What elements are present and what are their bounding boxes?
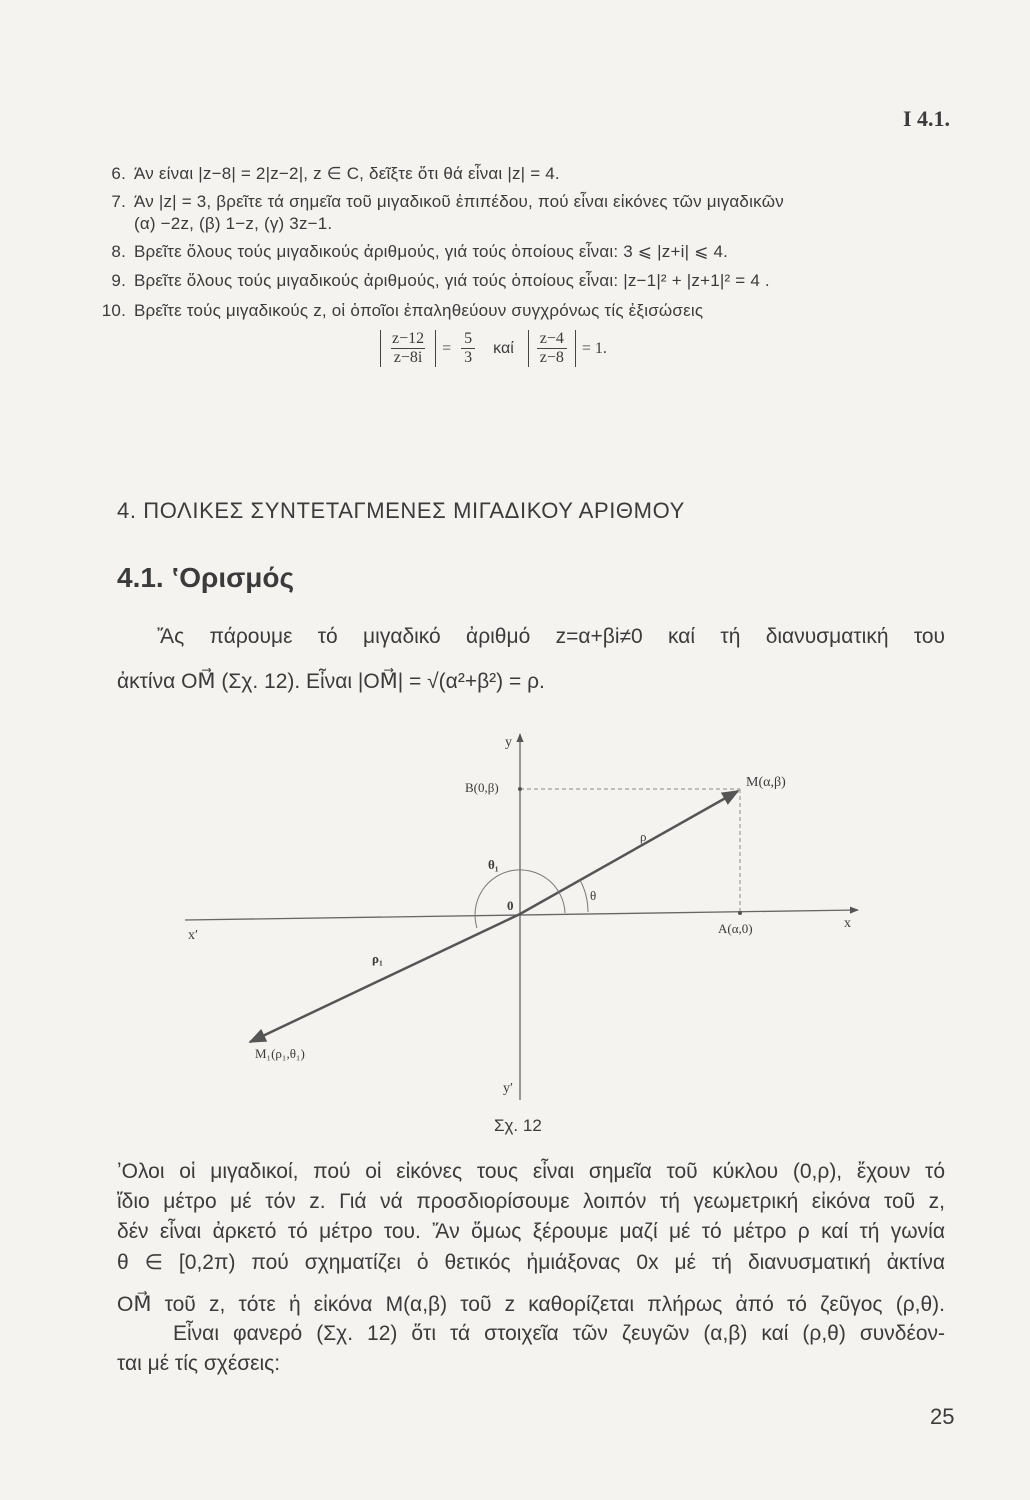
x-axis (185, 910, 858, 920)
exercise-7 (100, 192, 784, 212)
exercise-text: Βρεῖτε ὅλους τούς μιγαδικούς ἀριθμούς, γιά τούς ὁποίους εἶναι: |z−1|² + |z+1|² = 4 . (134, 271, 770, 290)
abs-value-1 (380, 330, 436, 367)
exercise-9 (100, 271, 770, 291)
exercise-text: Άν |z| = 3, βρεῖτε τά σημεῖα τοῦ μιγαδικοῦ ἐπιπέδου, πού εἶναι εἰκόνες τῶν μιγαδικῶν (134, 192, 784, 211)
label-a: A(α,0) (718, 921, 753, 936)
numerator: 5 (464, 330, 473, 347)
denominator: z−8i (391, 348, 426, 367)
label-m1: M₁(ρ₁,θ₁) (255, 1046, 305, 1061)
label-origin: 0 (507, 898, 514, 913)
label-x: x (844, 916, 851, 931)
figure-caption: Σχ. 12 (494, 1116, 542, 1135)
exercise-number: 9. (111, 271, 126, 290)
label-theta: θ (590, 888, 597, 903)
label-rho1: ρ₁ (372, 951, 383, 966)
intro-line: Ἄς πάρουμε τό μιγαδικό ἀριθμό z=α+βi≠0 καί τή διανυσματική του (157, 625, 945, 648)
body-line: ʼΟλοι οἱ μιγαδικοί, πού οἱ εἰκόνες τους εἶναι σημεῖα τοῦ κύκλου (0,ρ), ἔχουν τό (117, 1160, 945, 1183)
exercise-number: 8. (111, 242, 126, 261)
label-theta1: θ₁ (488, 857, 499, 872)
exercise-8 (100, 242, 728, 262)
equation-system (380, 330, 607, 367)
intro-line: ἀκτίνα OM⃗ (Σχ. 12). Εἶναι |OM⃗| = √(α²+β²) = ρ. (117, 670, 545, 693)
label-x-neg: x′ (188, 928, 199, 943)
body-line: ται μέ τίς σχέσεις: (117, 1352, 281, 1375)
vector-om1 (250, 914, 520, 1042)
body-line: OM⃗ τοῦ z, τότε ἡ εἰκόνα M(α,β) τοῦ z καθορίζεται πλήρως ἀπό τό ζεῦγος (ρ,θ). (117, 1293, 945, 1316)
angle-theta-arc (580, 880, 588, 912)
exercise-number: 10. (101, 301, 126, 320)
exercise-text: Βρεῖτε ὅλους τούς μιγαδικούς ἀριθμούς, γιά τούς ὁποίους εἶναι: 3 ⩽ |z+i| ⩽ 4. (134, 242, 729, 261)
exercise-7-options: (α) −2z, (β) 1−z, (γ) 3z−1. (134, 214, 333, 233)
equals: = (442, 339, 452, 357)
exercise-6 (100, 164, 560, 184)
denominator: 3 (461, 348, 475, 367)
equals-one: = 1. (581, 339, 607, 357)
body-line: Εἶναι φανερό (Σχ. 12) ὅτι τά στοιχεῖα τῶν ζευγῶν (α,β) καί (ρ,θ) συνδέον- (173, 1322, 945, 1345)
label-b: B(0,β) (465, 780, 499, 795)
exercise-text: Άν είναι |z−8| = 2|z−2|, z ∈ C, δεῖξτε ὅτι θά εἶναι |z| = 4. (134, 164, 560, 183)
abs-value-2 (528, 330, 576, 367)
label-y-neg: y′ (503, 1081, 514, 1096)
section-title: 4. ΠΟΛΙΚΕΣ ΣΥΝΤΕΤΑΓΜΕΝΕΣ ΜΙΓΑΔΙΚΟΥ ΑΡΙΘΜΟΥ (117, 498, 685, 523)
subsection-title: 4.1. ʽΟρισμός (117, 562, 295, 593)
running-header: I 4.1. (903, 106, 951, 131)
exercise-text: Βρεῖτε τούς μιγαδικούς z, οἱ ὁποῖοι ἐπαληθεύουν συγχρόνως τίς ἐξισώσεις (134, 301, 704, 320)
body-line: θ ∈ [0,2π) πού σχηματίζει ὁ θετικός ἡμιάξονας 0x μέ τή διανυσματική ἀκτίνα (117, 1251, 945, 1274)
numerator: z−4 (539, 330, 564, 347)
figure-polar-coordinates (0, 720, 1030, 1150)
label-rho: ρ (640, 829, 647, 844)
vector-om (520, 791, 738, 914)
label-m: M(α,β) (746, 775, 786, 790)
exercise-number: 6. (111, 164, 126, 183)
body-line: δέν εἶναι ἀρκετό τό μέτρο του. Ἄν ὅμως ξέρουμε μαζί μέ τό μέτρο ρ καί τή γωνία (117, 1220, 945, 1243)
exercise-number: 7. (111, 192, 126, 211)
conjunction: καί (493, 339, 514, 357)
exercise-10 (100, 301, 703, 321)
numerator: z−12 (392, 330, 425, 347)
denominator: z−8 (537, 348, 567, 367)
body-line: ἴδιο μέτρο μέ τόν z. Γιά νά προσδιορίσουμε λοιπόν τή γεωμετρική εἰκόνα τοῦ z, (117, 1190, 945, 1213)
page-number: 25 (930, 1404, 955, 1429)
label-y: y (505, 735, 512, 750)
